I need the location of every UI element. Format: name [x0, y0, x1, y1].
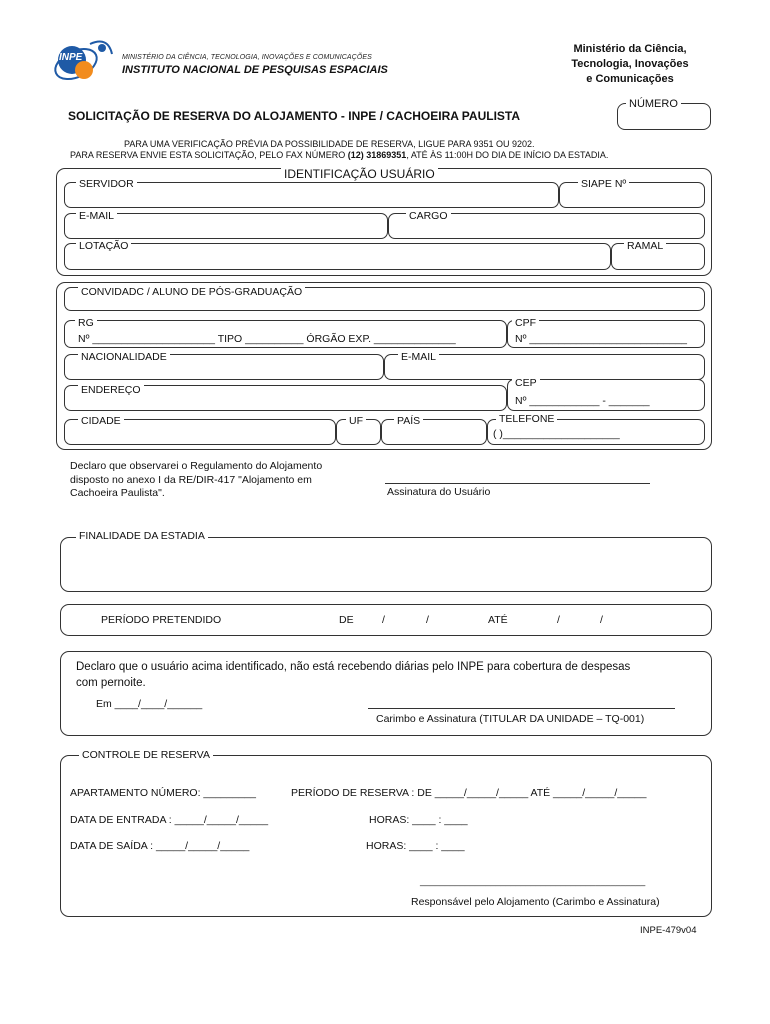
periodo-label: PERÍODO PRETENDIDO: [101, 614, 222, 626]
cep-number-line: Nº ____________ - _______: [512, 395, 653, 407]
rg-label: RG: [75, 317, 97, 329]
uf-label: UF: [346, 415, 366, 427]
periodo-ate: ATÉ: [488, 614, 508, 626]
ministry-block: [530, 42, 730, 87]
pais-label: PAÍS: [394, 415, 423, 427]
identificacao-title: IDENTIFICAÇÃO USUÁRIO: [281, 168, 438, 180]
user-declaration-line2: disposto no anexo I da RE/DIR-417 "Alojamento em: [70, 473, 312, 486]
servidor-label: SERVIDOR: [76, 178, 137, 190]
periodo-de: DE: [339, 614, 354, 626]
instructions-line1: PARA UMA VERIFICAÇÃO PRÉVIA DA POSSIBILIDADE DE RESERVA, LIGUE PARA 9351 OU 9202.: [124, 139, 535, 149]
logo-text: INPE: [59, 52, 83, 63]
user-declaration: [70, 460, 322, 501]
guest-email-label: E-MAIL: [398, 351, 439, 363]
lotacao-field[interactable]: [64, 243, 611, 270]
controle-section: [60, 755, 712, 917]
form-code: INPE-479v04: [640, 925, 697, 936]
periodo-ate-slash2: /: [600, 614, 603, 626]
periodo-de-slash1: /: [382, 614, 385, 626]
institute-line: INSTITUTO NACIONAL DE PESQUISAS ESPACIAIS: [122, 64, 388, 76]
user-signature-label: Assinatura do Usuário: [387, 486, 491, 498]
titular-signature-label: Carimbo e Assinatura (TITULAR DA UNIDADE – TQ-001): [376, 713, 645, 725]
cep-label: CEP: [512, 377, 540, 389]
instructions-line2-b: , ATÉ ÀS 11:00H DO DIA DE INÍCIO DA ESTADIA.: [406, 150, 609, 160]
siape-label: SIAPE Nº: [578, 178, 629, 190]
cpf-label: CPF: [512, 317, 539, 329]
servidor-field[interactable]: [64, 182, 559, 208]
titular-signature-line[interactable]: [368, 708, 675, 709]
rg-number-line: Nº _____________________ TIPO __________ ÓRGÃO EXP. ______________: [75, 333, 459, 345]
cidade-label: CIDADE: [78, 415, 124, 427]
responsavel-signature-line[interactable]: _____________________________________________: [420, 876, 646, 886]
ministry-right-line1: Ministério da Ciência,: [573, 43, 687, 55]
horas-entrada-field[interactable]: HORAS: ____ : ____: [369, 814, 468, 826]
fax-number: (12) 31869351: [347, 150, 407, 160]
numero-label: NÚMERO: [626, 98, 681, 110]
lotacao-label: LOTAÇÃO: [76, 240, 131, 252]
telefone-label: TELEFONE: [496, 413, 557, 425]
inpe-logo: [50, 38, 120, 86]
horas-saida-field[interactable]: HORAS: ____ : ____: [366, 840, 465, 852]
cpf-number-line: Nº ___________________________: [512, 333, 690, 345]
ramal-label: RAMAL: [624, 240, 666, 252]
convidado-title: CONVIDADC / ALUNO DE PÓS-GRADUAÇÃO: [78, 286, 305, 298]
user-declaration-line1: Declaro que observarei o Regulamento do Alojamento: [70, 460, 323, 472]
telefone-number-line: ( )____________________: [493, 428, 620, 440]
user-signature-line[interactable]: [385, 483, 650, 484]
nacionalidade-label: NACIONALIDADE: [78, 351, 170, 363]
responsavel-label: Responsável pelo Alojamento (Carimbo e Assinatura): [411, 896, 660, 908]
titular-declaration-line2: com pernoite.: [76, 677, 146, 689]
apartamento-field[interactable]: APARTAMENTO NÚMERO: _________: [70, 787, 256, 799]
titular-date[interactable]: Em ____/____/______: [96, 698, 203, 710]
data-entrada-field[interactable]: DATA DE ENTRADA : _____/_____/_____: [70, 814, 269, 826]
finalidade-field[interactable]: [60, 537, 712, 592]
form-title: SOLICITAÇÃO DE RESERVA DO ALOJAMENTO - INPE / CACHOEIRA PAULISTA: [68, 109, 521, 123]
user-declaration-line3: Cachoeira Paulista".: [70, 487, 165, 499]
finalidade-label: FINALIDADE DA ESTADIA: [76, 530, 208, 542]
periodo-ate-slash1: /: [557, 614, 560, 626]
ministry-line: MINISTÉRIO DA CIÊNCIA, TECNOLOGIA, INOVAÇÕES E COMUNICAÇÕES: [122, 54, 372, 61]
controle-title: CONTROLE DE RESERVA: [79, 749, 213, 761]
cargo-label: CARGO: [406, 210, 451, 222]
email-label: E-MAIL: [76, 210, 117, 222]
titular-declaration-line1: Declaro que o usuário acima identificado, não está recebendo diárias pelo INPE para cobertura de despesas: [76, 661, 631, 673]
instructions-line2: [70, 150, 608, 160]
instructions-line2-a: PARA RESERVA ENVIE ESTA SOLICITAÇÃO, PELO FAX NÚMERO: [70, 150, 346, 160]
endereco-label: ENDEREÇO: [78, 384, 144, 396]
ministry-right-line2: Tecnologia, Inovações: [571, 58, 689, 70]
periodo-reserva-field[interactable]: PERÍODO DE RESERVA : DE _____/_____/_____ ATÉ _____/_____/_____: [291, 787, 647, 799]
data-saida-field[interactable]: DATA DE SAÍDA : _____/_____/_____: [70, 840, 250, 852]
ministry-right-line3: e Comunicações: [586, 73, 674, 85]
periodo-de-slash2: /: [426, 614, 429, 626]
